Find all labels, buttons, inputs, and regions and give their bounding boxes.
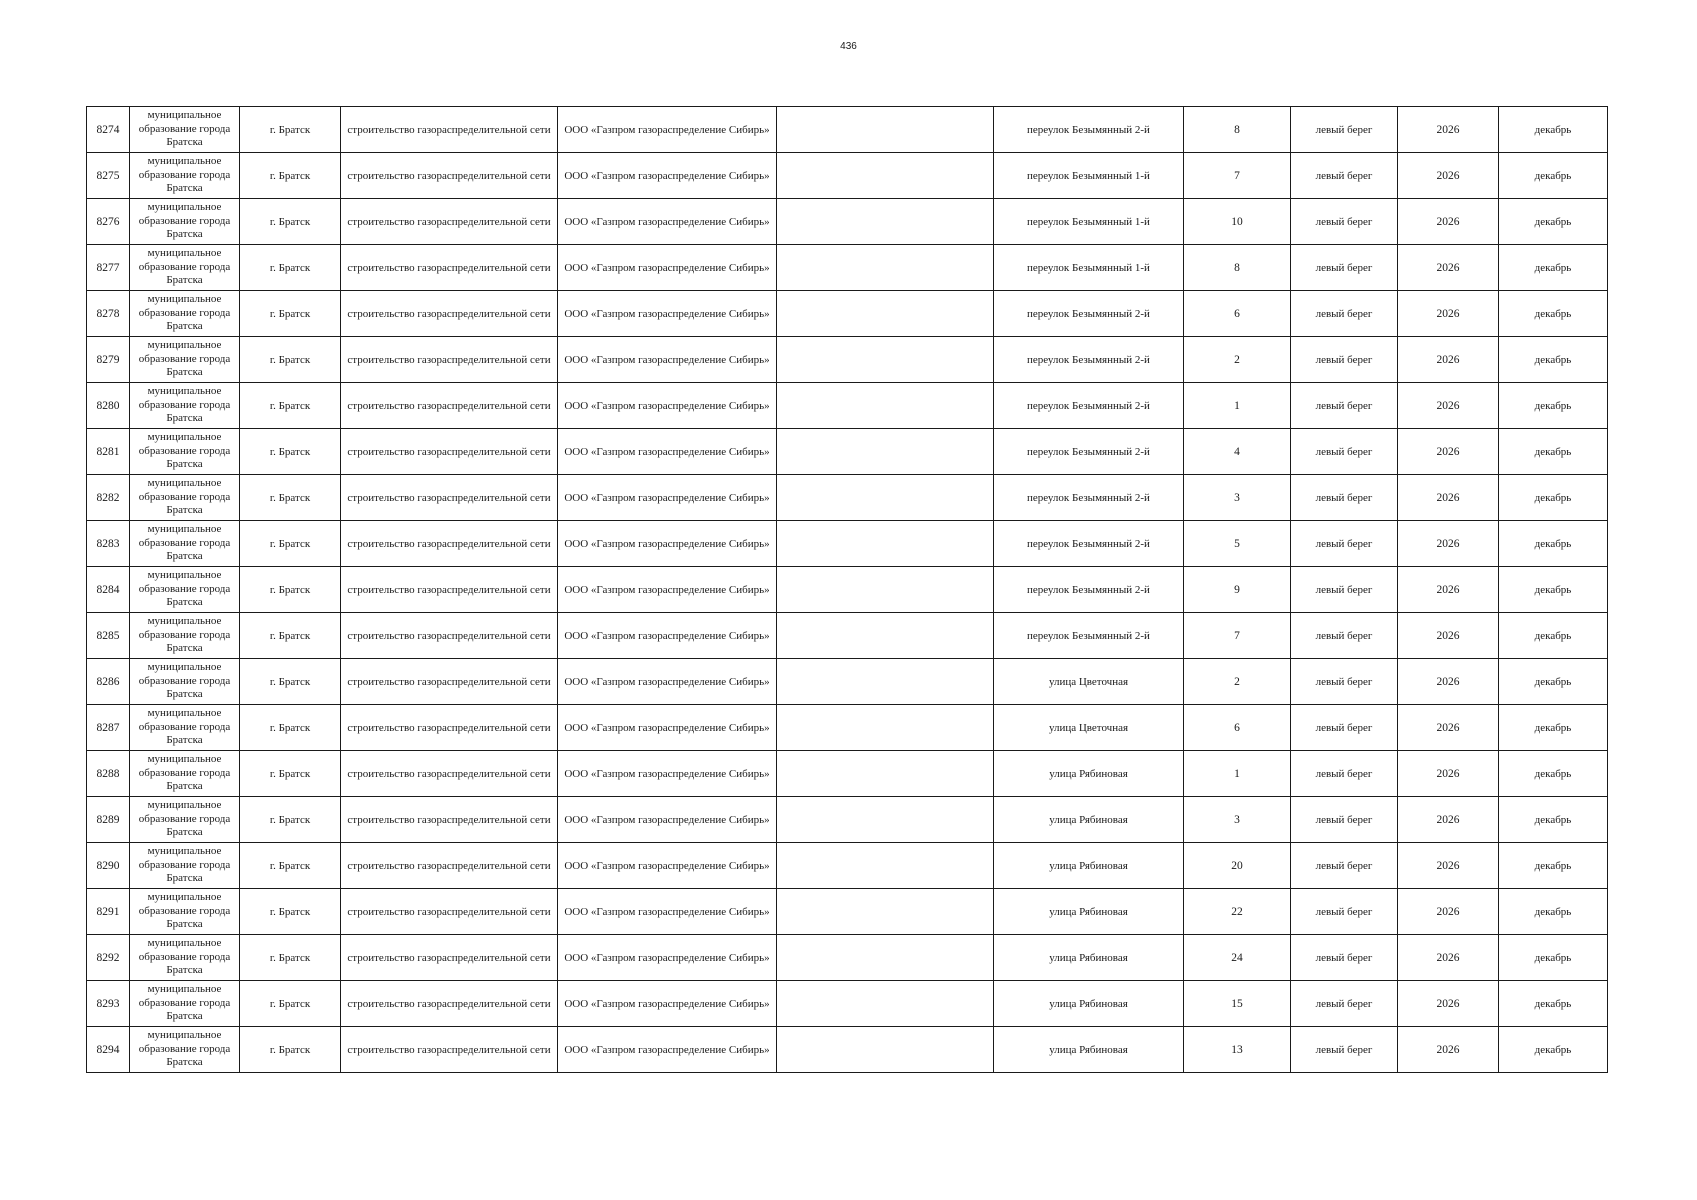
municipality-cell: муниципальное образование города Братска: [130, 705, 240, 751]
row-number: 8294: [87, 1027, 130, 1073]
municipality-cell: муниципальное образование города Братска: [130, 199, 240, 245]
row-number: 8289: [87, 797, 130, 843]
operator-cell: ООО «Газпром газораспределение Сибирь»: [558, 245, 777, 291]
river-bank-cell: левый берег: [1291, 521, 1398, 567]
table-row: [87, 889, 1608, 935]
house-number-cell: 13: [1184, 1027, 1291, 1073]
operator-cell: ООО «Газпром газораспределение Сибирь»: [558, 1027, 777, 1073]
river-bank-cell: левый берег: [1291, 199, 1398, 245]
house-number-cell: 4: [1184, 429, 1291, 475]
street-cell: улица Рябиновая: [994, 797, 1184, 843]
city-cell: г. Братск: [240, 613, 341, 659]
house-number-cell: 8: [1184, 245, 1291, 291]
river-bank-cell: левый берег: [1291, 567, 1398, 613]
row-number: 8275: [87, 153, 130, 199]
note-cell: [777, 199, 994, 245]
month-cell: декабрь: [1499, 245, 1608, 291]
row-number: 8283: [87, 521, 130, 567]
operator-cell: ООО «Газпром газораспределение Сибирь»: [558, 337, 777, 383]
municipality-cell: муниципальное образование города Братска: [130, 1027, 240, 1073]
city-cell: г. Братск: [240, 567, 341, 613]
work-type-cell: строительство газораспределительной сети: [341, 337, 558, 383]
year-cell: 2026: [1398, 889, 1499, 935]
operator-cell: ООО «Газпром газораспределение Сибирь»: [558, 751, 777, 797]
row-number: 8278: [87, 291, 130, 337]
river-bank-cell: левый берег: [1291, 337, 1398, 383]
month-cell: декабрь: [1499, 981, 1608, 1027]
month-cell: декабрь: [1499, 383, 1608, 429]
street-cell: переулок Безымянный 2-й: [994, 613, 1184, 659]
city-cell: г. Братск: [240, 337, 341, 383]
river-bank-cell: левый берег: [1291, 245, 1398, 291]
river-bank-cell: левый берег: [1291, 843, 1398, 889]
municipality-cell: муниципальное образование города Братска: [130, 521, 240, 567]
table-row: [87, 567, 1608, 613]
year-cell: 2026: [1398, 843, 1499, 889]
street-cell: улица Рябиновая: [994, 751, 1184, 797]
table-row: [87, 751, 1608, 797]
street-cell: переулок Безымянный 2-й: [994, 107, 1184, 153]
year-cell: 2026: [1398, 751, 1499, 797]
row-number: 8277: [87, 245, 130, 291]
street-cell: переулок Безымянный 2-й: [994, 291, 1184, 337]
house-number-cell: 2: [1184, 337, 1291, 383]
operator-cell: ООО «Газпром газораспределение Сибирь»: [558, 383, 777, 429]
municipality-cell: муниципальное образование города Братска: [130, 981, 240, 1027]
row-number: 8284: [87, 567, 130, 613]
table-row: [87, 245, 1608, 291]
street-cell: улица Рябиновая: [994, 889, 1184, 935]
year-cell: 2026: [1398, 521, 1499, 567]
municipality-cell: муниципальное образование города Братска: [130, 843, 240, 889]
note-cell: [777, 337, 994, 383]
municipality-cell: муниципальное образование города Братска: [130, 797, 240, 843]
year-cell: 2026: [1398, 199, 1499, 245]
work-type-cell: строительство газораспределительной сети: [341, 613, 558, 659]
table-row: [87, 199, 1608, 245]
house-number-cell: 1: [1184, 751, 1291, 797]
house-number-cell: 1: [1184, 383, 1291, 429]
row-number: 8287: [87, 705, 130, 751]
month-cell: декабрь: [1499, 1027, 1608, 1073]
note-cell: [777, 889, 994, 935]
note-cell: [777, 797, 994, 843]
operator-cell: ООО «Газпром газораспределение Сибирь»: [558, 613, 777, 659]
city-cell: г. Братск: [240, 153, 341, 199]
month-cell: декабрь: [1499, 291, 1608, 337]
city-cell: г. Братск: [240, 429, 341, 475]
gasification-register-table: [86, 106, 1608, 1073]
operator-cell: ООО «Газпром газораспределение Сибирь»: [558, 705, 777, 751]
municipality-cell: муниципальное образование города Братска: [130, 383, 240, 429]
river-bank-cell: левый берег: [1291, 1027, 1398, 1073]
work-type-cell: строительство газораспределительной сети: [341, 521, 558, 567]
note-cell: [777, 107, 994, 153]
river-bank-cell: левый берег: [1291, 153, 1398, 199]
street-cell: переулок Безымянный 2-й: [994, 567, 1184, 613]
table-row: [87, 843, 1608, 889]
street-cell: переулок Безымянный 1-й: [994, 245, 1184, 291]
operator-cell: ООО «Газпром газораспределение Сибирь»: [558, 981, 777, 1027]
city-cell: г. Братск: [240, 245, 341, 291]
row-number: 8285: [87, 613, 130, 659]
street-cell: улица Рябиновая: [994, 981, 1184, 1027]
row-number: 8280: [87, 383, 130, 429]
operator-cell: ООО «Газпром газораспределение Сибирь»: [558, 935, 777, 981]
river-bank-cell: левый берег: [1291, 291, 1398, 337]
work-type-cell: строительство газораспределительной сети: [341, 199, 558, 245]
operator-cell: ООО «Газпром газораспределение Сибирь»: [558, 429, 777, 475]
table-row: [87, 935, 1608, 981]
page-number: 436: [840, 41, 857, 52]
row-number: 8276: [87, 199, 130, 245]
month-cell: декабрь: [1499, 935, 1608, 981]
month-cell: декабрь: [1499, 889, 1608, 935]
year-cell: 2026: [1398, 153, 1499, 199]
month-cell: декабрь: [1499, 659, 1608, 705]
work-type-cell: строительство газораспределительной сети: [341, 705, 558, 751]
street-cell: переулок Безымянный 2-й: [994, 383, 1184, 429]
row-number: 8288: [87, 751, 130, 797]
river-bank-cell: левый берег: [1291, 751, 1398, 797]
work-type-cell: строительство газораспределительной сети: [341, 1027, 558, 1073]
note-cell: [777, 751, 994, 797]
city-cell: г. Братск: [240, 889, 341, 935]
month-cell: декабрь: [1499, 521, 1608, 567]
month-cell: декабрь: [1499, 705, 1608, 751]
street-cell: переулок Безымянный 2-й: [994, 475, 1184, 521]
year-cell: 2026: [1398, 383, 1499, 429]
work-type-cell: строительство газораспределительной сети: [341, 981, 558, 1027]
month-cell: декабрь: [1499, 153, 1608, 199]
year-cell: 2026: [1398, 475, 1499, 521]
house-number-cell: 15: [1184, 981, 1291, 1027]
municipality-cell: муниципальное образование города Братска: [130, 475, 240, 521]
municipality-cell: муниципальное образование города Братска: [130, 429, 240, 475]
note-cell: [777, 935, 994, 981]
table-row: [87, 291, 1608, 337]
river-bank-cell: левый берег: [1291, 935, 1398, 981]
municipality-cell: муниципальное образование города Братска: [130, 153, 240, 199]
work-type-cell: строительство газораспределительной сети: [341, 889, 558, 935]
municipality-cell: муниципальное образование города Братска: [130, 613, 240, 659]
street-cell: улица Рябиновая: [994, 1027, 1184, 1073]
municipality-cell: муниципальное образование города Братска: [130, 567, 240, 613]
work-type-cell: строительство газораспределительной сети: [341, 659, 558, 705]
table-row: [87, 521, 1608, 567]
operator-cell: ООО «Газпром газораспределение Сибирь»: [558, 291, 777, 337]
municipality-cell: муниципальное образование города Братска: [130, 935, 240, 981]
row-number: 8286: [87, 659, 130, 705]
table-row: [87, 383, 1608, 429]
city-cell: г. Братск: [240, 935, 341, 981]
river-bank-cell: левый берег: [1291, 797, 1398, 843]
house-number-cell: 3: [1184, 797, 1291, 843]
year-cell: 2026: [1398, 429, 1499, 475]
row-number: 8292: [87, 935, 130, 981]
year-cell: 2026: [1398, 613, 1499, 659]
note-cell: [777, 843, 994, 889]
city-cell: г. Братск: [240, 981, 341, 1027]
operator-cell: ООО «Газпром газораспределение Сибирь»: [558, 521, 777, 567]
work-type-cell: строительство газораспределительной сети: [341, 429, 558, 475]
month-cell: декабрь: [1499, 751, 1608, 797]
register-body: [87, 107, 1608, 1073]
municipality-cell: муниципальное образование города Братска: [130, 889, 240, 935]
year-cell: 2026: [1398, 245, 1499, 291]
work-type-cell: строительство газораспределительной сети: [341, 751, 558, 797]
city-cell: г. Братск: [240, 199, 341, 245]
note-cell: [777, 567, 994, 613]
street-cell: улица Рябиновая: [994, 843, 1184, 889]
city-cell: г. Братск: [240, 751, 341, 797]
note-cell: [777, 153, 994, 199]
month-cell: декабрь: [1499, 843, 1608, 889]
note-cell: [777, 981, 994, 1027]
street-cell: переулок Безымянный 2-й: [994, 337, 1184, 383]
table-row: [87, 705, 1608, 751]
operator-cell: ООО «Газпром газораспределение Сибирь»: [558, 199, 777, 245]
table-row: [87, 981, 1608, 1027]
work-type-cell: строительство газораспределительной сети: [341, 797, 558, 843]
street-cell: переулок Безымянный 2-й: [994, 429, 1184, 475]
city-cell: г. Братск: [240, 797, 341, 843]
house-number-cell: 5: [1184, 521, 1291, 567]
note-cell: [777, 429, 994, 475]
operator-cell: ООО «Газпром газораспределение Сибирь»: [558, 659, 777, 705]
operator-cell: ООО «Газпром газораспределение Сибирь»: [558, 107, 777, 153]
year-cell: 2026: [1398, 107, 1499, 153]
year-cell: 2026: [1398, 337, 1499, 383]
city-cell: г. Братск: [240, 383, 341, 429]
house-number-cell: 24: [1184, 935, 1291, 981]
row-number: 8282: [87, 475, 130, 521]
city-cell: г. Братск: [240, 1027, 341, 1073]
note-cell: [777, 705, 994, 751]
table-row: [87, 429, 1608, 475]
note-cell: [777, 475, 994, 521]
year-cell: 2026: [1398, 567, 1499, 613]
month-cell: декабрь: [1499, 567, 1608, 613]
work-type-cell: строительство газораспределительной сети: [341, 935, 558, 981]
city-cell: г. Братск: [240, 659, 341, 705]
house-number-cell: 20: [1184, 843, 1291, 889]
note-cell: [777, 659, 994, 705]
operator-cell: ООО «Газпром газораспределение Сибирь»: [558, 475, 777, 521]
work-type-cell: строительство газораспределительной сети: [341, 843, 558, 889]
city-cell: г. Братск: [240, 475, 341, 521]
river-bank-cell: левый берег: [1291, 429, 1398, 475]
river-bank-cell: левый берег: [1291, 613, 1398, 659]
municipality-cell: муниципальное образование города Братска: [130, 245, 240, 291]
street-cell: переулок Безымянный 1-й: [994, 199, 1184, 245]
month-cell: декабрь: [1499, 613, 1608, 659]
table-row: [87, 107, 1608, 153]
house-number-cell: 7: [1184, 613, 1291, 659]
municipality-cell: муниципальное образование города Братска: [130, 337, 240, 383]
river-bank-cell: левый берег: [1291, 705, 1398, 751]
row-number: 8290: [87, 843, 130, 889]
note-cell: [777, 291, 994, 337]
work-type-cell: строительство газораспределительной сети: [341, 383, 558, 429]
municipality-cell: муниципальное образование города Братска: [130, 291, 240, 337]
month-cell: декабрь: [1499, 475, 1608, 521]
note-cell: [777, 521, 994, 567]
year-cell: 2026: [1398, 981, 1499, 1027]
house-number-cell: 9: [1184, 567, 1291, 613]
table-row: [87, 659, 1608, 705]
year-cell: 2026: [1398, 659, 1499, 705]
work-type-cell: строительство газораспределительной сети: [341, 245, 558, 291]
table-row: [87, 613, 1608, 659]
year-cell: 2026: [1398, 705, 1499, 751]
house-number-cell: 8: [1184, 107, 1291, 153]
house-number-cell: 6: [1184, 291, 1291, 337]
city-cell: г. Братск: [240, 291, 341, 337]
row-number: 8293: [87, 981, 130, 1027]
year-cell: 2026: [1398, 1027, 1499, 1073]
table-row: [87, 797, 1608, 843]
house-number-cell: 7: [1184, 153, 1291, 199]
note-cell: [777, 383, 994, 429]
table-row: [87, 1027, 1608, 1073]
work-type-cell: строительство газораспределительной сети: [341, 107, 558, 153]
river-bank-cell: левый берег: [1291, 475, 1398, 521]
month-cell: декабрь: [1499, 199, 1608, 245]
house-number-cell: 10: [1184, 199, 1291, 245]
month-cell: декабрь: [1499, 797, 1608, 843]
table-row: [87, 153, 1608, 199]
work-type-cell: строительство газораспределительной сети: [341, 291, 558, 337]
river-bank-cell: левый берег: [1291, 889, 1398, 935]
house-number-cell: 3: [1184, 475, 1291, 521]
house-number-cell: 6: [1184, 705, 1291, 751]
street-cell: улица Рябиновая: [994, 935, 1184, 981]
work-type-cell: строительство газораспределительной сети: [341, 153, 558, 199]
municipality-cell: муниципальное образование города Братска: [130, 751, 240, 797]
street-cell: улица Цветочная: [994, 705, 1184, 751]
operator-cell: ООО «Газпром газораспределение Сибирь»: [558, 797, 777, 843]
operator-cell: ООО «Газпром газораспределение Сибирь»: [558, 889, 777, 935]
month-cell: декабрь: [1499, 429, 1608, 475]
river-bank-cell: левый берег: [1291, 383, 1398, 429]
city-cell: г. Братск: [240, 107, 341, 153]
note-cell: [777, 1027, 994, 1073]
house-number-cell: 2: [1184, 659, 1291, 705]
work-type-cell: строительство газораспределительной сети: [341, 567, 558, 613]
house-number-cell: 22: [1184, 889, 1291, 935]
street-cell: улица Цветочная: [994, 659, 1184, 705]
operator-cell: ООО «Газпром газораспределение Сибирь»: [558, 153, 777, 199]
work-type-cell: строительство газораспределительной сети: [341, 475, 558, 521]
street-cell: переулок Безымянный 1-й: [994, 153, 1184, 199]
table-row: [87, 475, 1608, 521]
table-row: [87, 337, 1608, 383]
river-bank-cell: левый берег: [1291, 659, 1398, 705]
month-cell: декабрь: [1499, 337, 1608, 383]
operator-cell: ООО «Газпром газораспределение Сибирь»: [558, 567, 777, 613]
city-cell: г. Братск: [240, 705, 341, 751]
street-cell: переулок Безымянный 2-й: [994, 521, 1184, 567]
row-number: 8291: [87, 889, 130, 935]
year-cell: 2026: [1398, 291, 1499, 337]
year-cell: 2026: [1398, 935, 1499, 981]
note-cell: [777, 613, 994, 659]
row-number: 8281: [87, 429, 130, 475]
city-cell: г. Братск: [240, 843, 341, 889]
year-cell: 2026: [1398, 797, 1499, 843]
municipality-cell: муниципальное образование города Братска: [130, 659, 240, 705]
city-cell: г. Братск: [240, 521, 341, 567]
river-bank-cell: левый берег: [1291, 981, 1398, 1027]
row-number: 8274: [87, 107, 130, 153]
note-cell: [777, 245, 994, 291]
river-bank-cell: левый берег: [1291, 107, 1398, 153]
month-cell: декабрь: [1499, 107, 1608, 153]
municipality-cell: муниципальное образование города Братска: [130, 107, 240, 153]
operator-cell: ООО «Газпром газораспределение Сибирь»: [558, 843, 777, 889]
row-number: 8279: [87, 337, 130, 383]
